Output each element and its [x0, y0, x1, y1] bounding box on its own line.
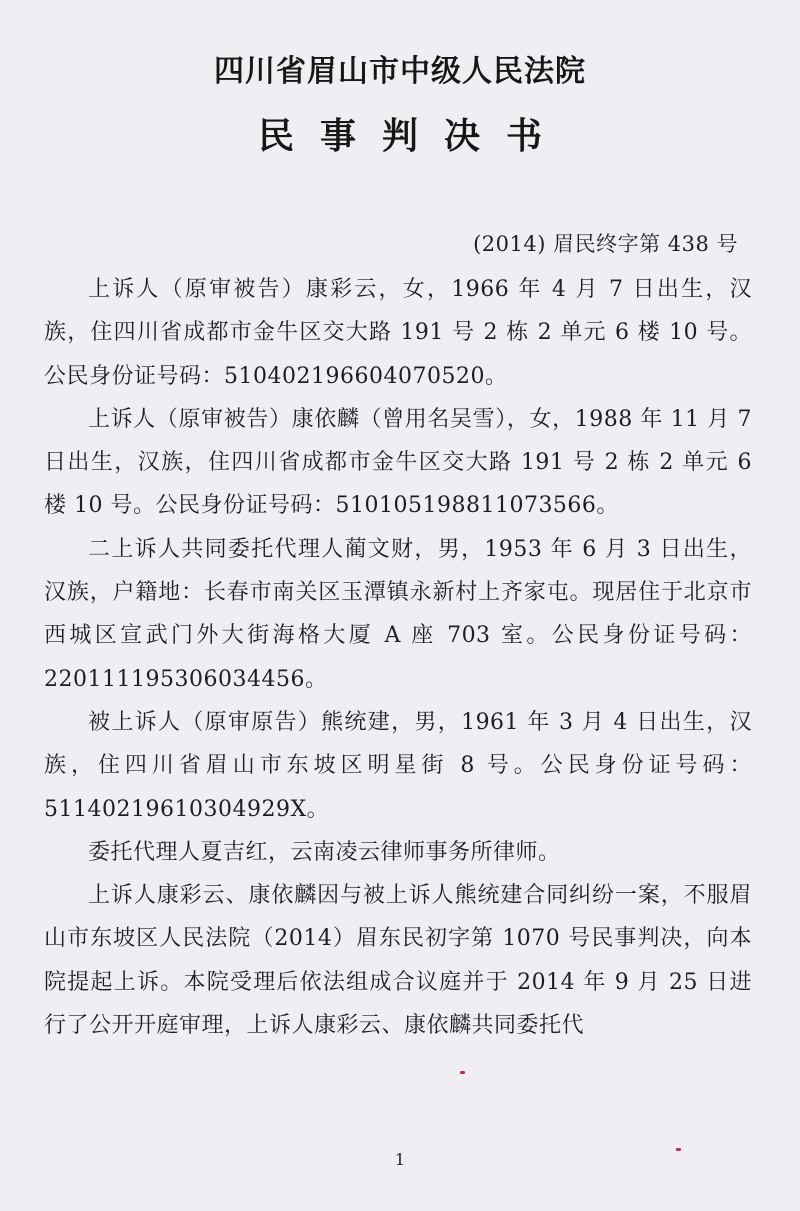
paragraph-appellants-agent: 二上诉人共同委托代理人蔺文财，男，1953 年 6 月 3 日出生，汉族，户籍地：长春市南关区玉潭镇永新村上齐家屯。现居住于北京市西城区宣武门外大街海格大厦 A 座 703 室。公民身份证号码：220111195306034456。 — [44, 536, 752, 692]
ink-speck — [676, 1148, 681, 1151]
paragraph-appellee: 被上诉人（原审原告）熊统建，男，1961 年 3 月 4 日出生，汉族，住四川省眉山市东坡区明星街 8 号。公民身份证号码：51140219610304929X。 — [44, 709, 752, 822]
case-number: (2014) 眉民终字第 438 号 — [473, 232, 738, 256]
document-title: 民事判决书 — [257, 116, 568, 157]
ink-speck — [460, 1071, 465, 1074]
page-number: 1 — [394, 1150, 406, 1169]
document-body — [44, 268, 752, 1047]
paragraph-appellant-2: 上诉人（原审被告）康依麟（曾用名吴雪），女，1988 年 11 月 7 日出生，汉族，住四川省成都市金牛区交大路 191 号 2 栋 2 单元 6 楼 10 号。公民身份证号码：510105198811073566。 — [44, 406, 752, 519]
paragraph-appellee-agent: 委托代理人夏吉红，云南凌云律师事务所律师。 — [88, 839, 561, 865]
paragraph-appellant-1: 上诉人（原审被告）康彩云，女，1966 年 4 月 7 日出生，汉族，住四川省成都市金牛区交大路 191 号 2 栋 2 单元 6 楼 10 号。公民身份证号码：510402196604070520。 — [44, 277, 752, 389]
paragraph-case-summary: 上诉人康彩云、康依麟因与被上诉人熊统建合同纠纷一案，不服眉山市东坡区人民法院（2014）眉东民初字第 1070 号民事判决，向本院提起上诉。本院受理后依法组成合议庭并于 2014 年 9 月 25 日进行了公开开庭审理，上诉人康彩云、康依麟共同委托代 — [44, 883, 752, 1039]
court-name: 四川省眉山市中级人民法院 — [214, 54, 586, 89]
